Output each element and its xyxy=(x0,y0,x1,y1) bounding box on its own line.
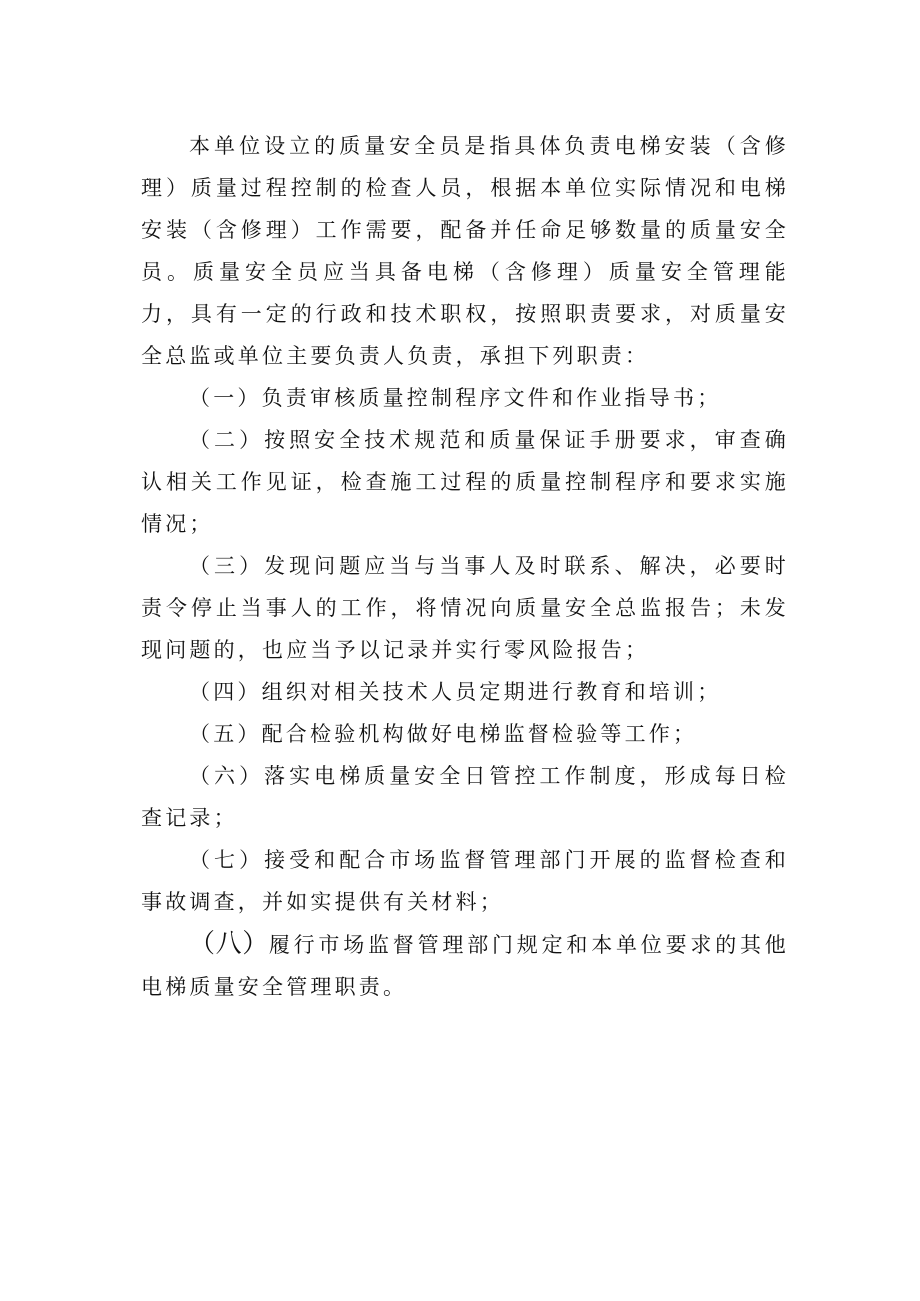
duty-item-8-number: （八） xyxy=(189,929,269,959)
duty-item-6: （六）落实电梯质量安全日管控工作制度，形成每日检查记录； xyxy=(141,764,789,830)
duty-item-4: （四）组织对相关技术人员定期进行教育和培训； xyxy=(189,680,722,704)
duty-item-2: （二）按照安全技术规范和质量保证手册要求，审查确认相关工作见证，检查施工过程的质量控制程序和要求实施情况； xyxy=(141,428,789,536)
duty-item-5: （五）配合检验机构做好电梯监督检验等工作； xyxy=(189,722,698,746)
duty-item-8 xyxy=(141,923,789,1008)
document-body xyxy=(141,125,789,1008)
duty-item-3: （三）发现问题应当与当事人及时联系、解决，必要时责令停止当事人的工作，将情况向质量安全总监报告；未发现问题的，也应当予以记录并实行零风险报告； xyxy=(141,554,789,662)
duty-item-7: （七）接受和配合市场监督管理部门开展的监督检查和事故调查，并如实提供有关材料； xyxy=(141,848,789,914)
duty-item-1: （一）负责审核质量控制程序文件和作业指导书； xyxy=(189,386,722,410)
duty-item-8-text: 履行市场监督管理部门规定和本单位要求的其他电梯质量安全管理职责。 xyxy=(141,933,789,999)
intro-paragraph: 本单位设立的质量安全员是指具体负责电梯安装（含修理）质量过程控制的检查人员，根据本单位实际情况和电梯安装（含修理）工作需要，配备并任命足够数量的质量安全员。质量安全员应当具备电梯（含修理）质量安全管理能力，具有一定的行政和技术职权，按照职责要求，对质量安全总监或单位主要负责人负责，承担下列职责： xyxy=(141,134,789,368)
